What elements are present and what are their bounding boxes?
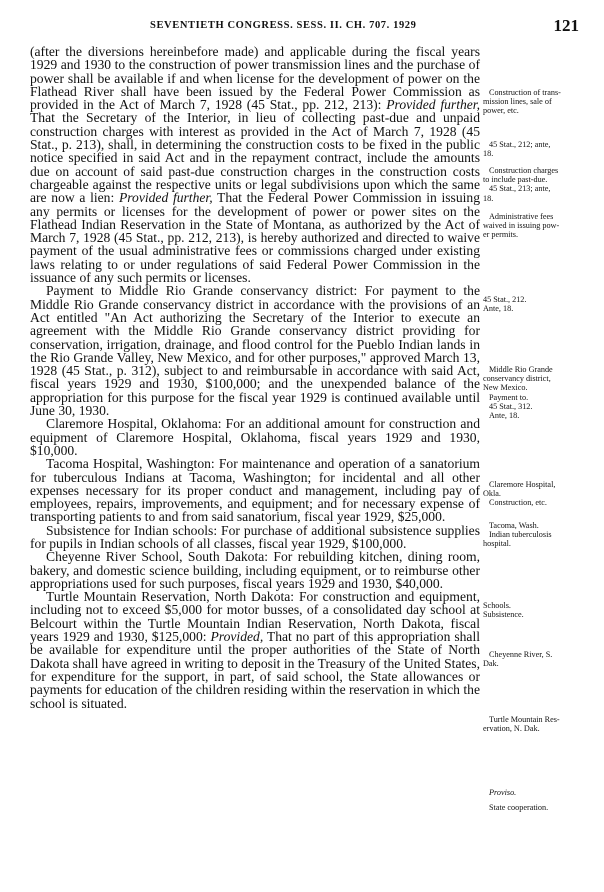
- margin-note-schools: Schools. Subsistence.: [483, 601, 524, 620]
- running-header: [0, 18, 604, 38]
- paragraph-rio-grande: Payment to Middle Rio Grande conservancy district: For payment to the Middle Rio Grande conservancy district in accordance with the provisions of an Act entitled "An Act authorizing the Secretary of the Interior to execute an agreement with the Middle Rio Grande conservancy district providing for conservation, irrigation, drainage, and flood control for the Pueblo Indian lands in the Rio Grande Valley, New Mexico, and for other purposes," approved March 13, 1928 (45 Stat., p. 312), subject to and reimbursable in accordance with said Act, fiscal years 1929 and 1930, $100,000; and the unexpended balance of the appropriation for this purpose for the fiscal year 1929 is continued available until June 30, 1930.: [30, 283, 480, 419]
- margin-note-construction-charges: Construction charges to include past-due. 45 Stat., 213; ante, 18.: [483, 166, 559, 203]
- margin-note-claremore: Claremore Hospital, Okla. Construction, etc.: [483, 480, 556, 508]
- paragraph-claremore: Claremore Hospital, Oklahoma: For an additional amount for construction and equipment of Claremore Hospital, Oklahoma, fiscal years 1929 and 1930, $10,000.: [30, 416, 480, 458]
- margin-note-cheyenne-river: Cheyenne River, S. Dak.: [483, 650, 553, 669]
- page-number: 121: [553, 16, 579, 35]
- margin-note-proviso: Proviso.: [489, 788, 517, 797]
- paragraph-subsistence: Subsistence for Indian schools: For purchase of additional subsistence supplies for pupils in Indian schools of all classes, fiscal year 1929, $100,000.: [30, 522, 480, 551]
- paragraph-turtle-mountain: Turtle Mountain Reservation, North Dakota: For construction and equipment, including not to exceed $5,000 for motor busses, of a consolidated day school at Belcourt within the Turtle Mountain Indian Reservation, North Dakota, fiscal years 1929 and 1930, $125,000: Provided, That no part of this appropriation shall be available for expenditure until the proper authorities of the State of North Dakota shall have agreed in writing to deposit in the Treasury of the United States, for expenditure for the support, in part, of said school, the State allowances or payments for education of the children residing within the reservation in which the school is situated.: [30, 589, 481, 711]
- paragraph-flathead-power: (after the diversions hereinbefore made) and applicable during the fiscal years 1929 and 1930 to the construction of power transmission lines and the purchase of power shall be available if and when license for the development of power on the Flathead River shall have been issued by the Federal Power Commission as provided in the Act of March 7, 1928 (45 Stat., pp. 212, 213): Provided further, That the Secretary of the Interior, in lieu of collecting past-due and unpaid construction charges with interest as provided in the Act of March 7, 1928 (45 Stat., p. 213), shall, in determining the construction costs to be fixed in the public notice specified in said Act and in the repayment contract, include the amounts due on account of said past-due construction charges in the construction costs chargeable against the respective units or legal subdivisions upon which the same are now a lien: Provided further, That the Federal Power Commission in issuing any permits or licenses for the development of power or power sites on the Flathead Indian Reservation in the State of Montana, as authorized by the Act of March 7, 1928 (45 Stat., pp. 212, 213), is hereby authorized and directed to waive payment of the usual administrative fees or commissions charged under existing laws relating to or under regulations of said Federal Power Commission in the issuance of any such permits or licenses.: [30, 44, 480, 286]
- paragraph-tacoma: Tacoma Hospital, Washington: For maintenance and operation of a sanatorium for tuberculous Indians at Tacoma, Washington; for incidental and all other expenses necessary for its proper conduct and management, including pay of employees, repairs, improvements, and equipment; and for necessary expense of transporting patients to and from said sanatorium, fiscal year 1929, $25,000.: [30, 456, 480, 525]
- margin-note-turtle-mountain: Turtle Mountain Res- ervation, N. Dak.: [483, 715, 560, 734]
- running-head-text: SEVENTIETH CONGRESS. SESS. II. CH. 707. 1929: [150, 20, 417, 31]
- statute-text: [30, 45, 480, 710]
- margin-note-45-stat-ante: 45 Stat., 212. Ante, 18.: [483, 295, 527, 314]
- main-text-column: [30, 45, 480, 710]
- margin-note-administrative-fees: Administrative fees waived in issuing pow- er permits.: [483, 212, 560, 240]
- margin-note-state-cooperation: State cooperation.: [489, 803, 549, 812]
- margin-note-middle-rio-grande: Middle Rio Grande conservancy district, New Mexico. Payment to. 45 Stat., 312. Ante, 18.: [483, 365, 553, 421]
- margin-note-construction-trans: Construction of trans- mission lines, sale of power, etc.: [483, 88, 561, 116]
- margin-note-45-stat-212: 45 Stat., 212; ante, 18.: [483, 140, 551, 159]
- paragraph-cheyenne-river: Cheyenne River School, South Dakota: For rebuilding kitchen, dining room, bakery, and domestic science building, including equipment, or to reimburse other appropriations used for such purposes, fiscal years 1929 and 1930, $40,000.: [30, 549, 480, 591]
- margin-note-tacoma: Tacoma, Wash. Indian tuberculosis hospital.: [483, 521, 552, 549]
